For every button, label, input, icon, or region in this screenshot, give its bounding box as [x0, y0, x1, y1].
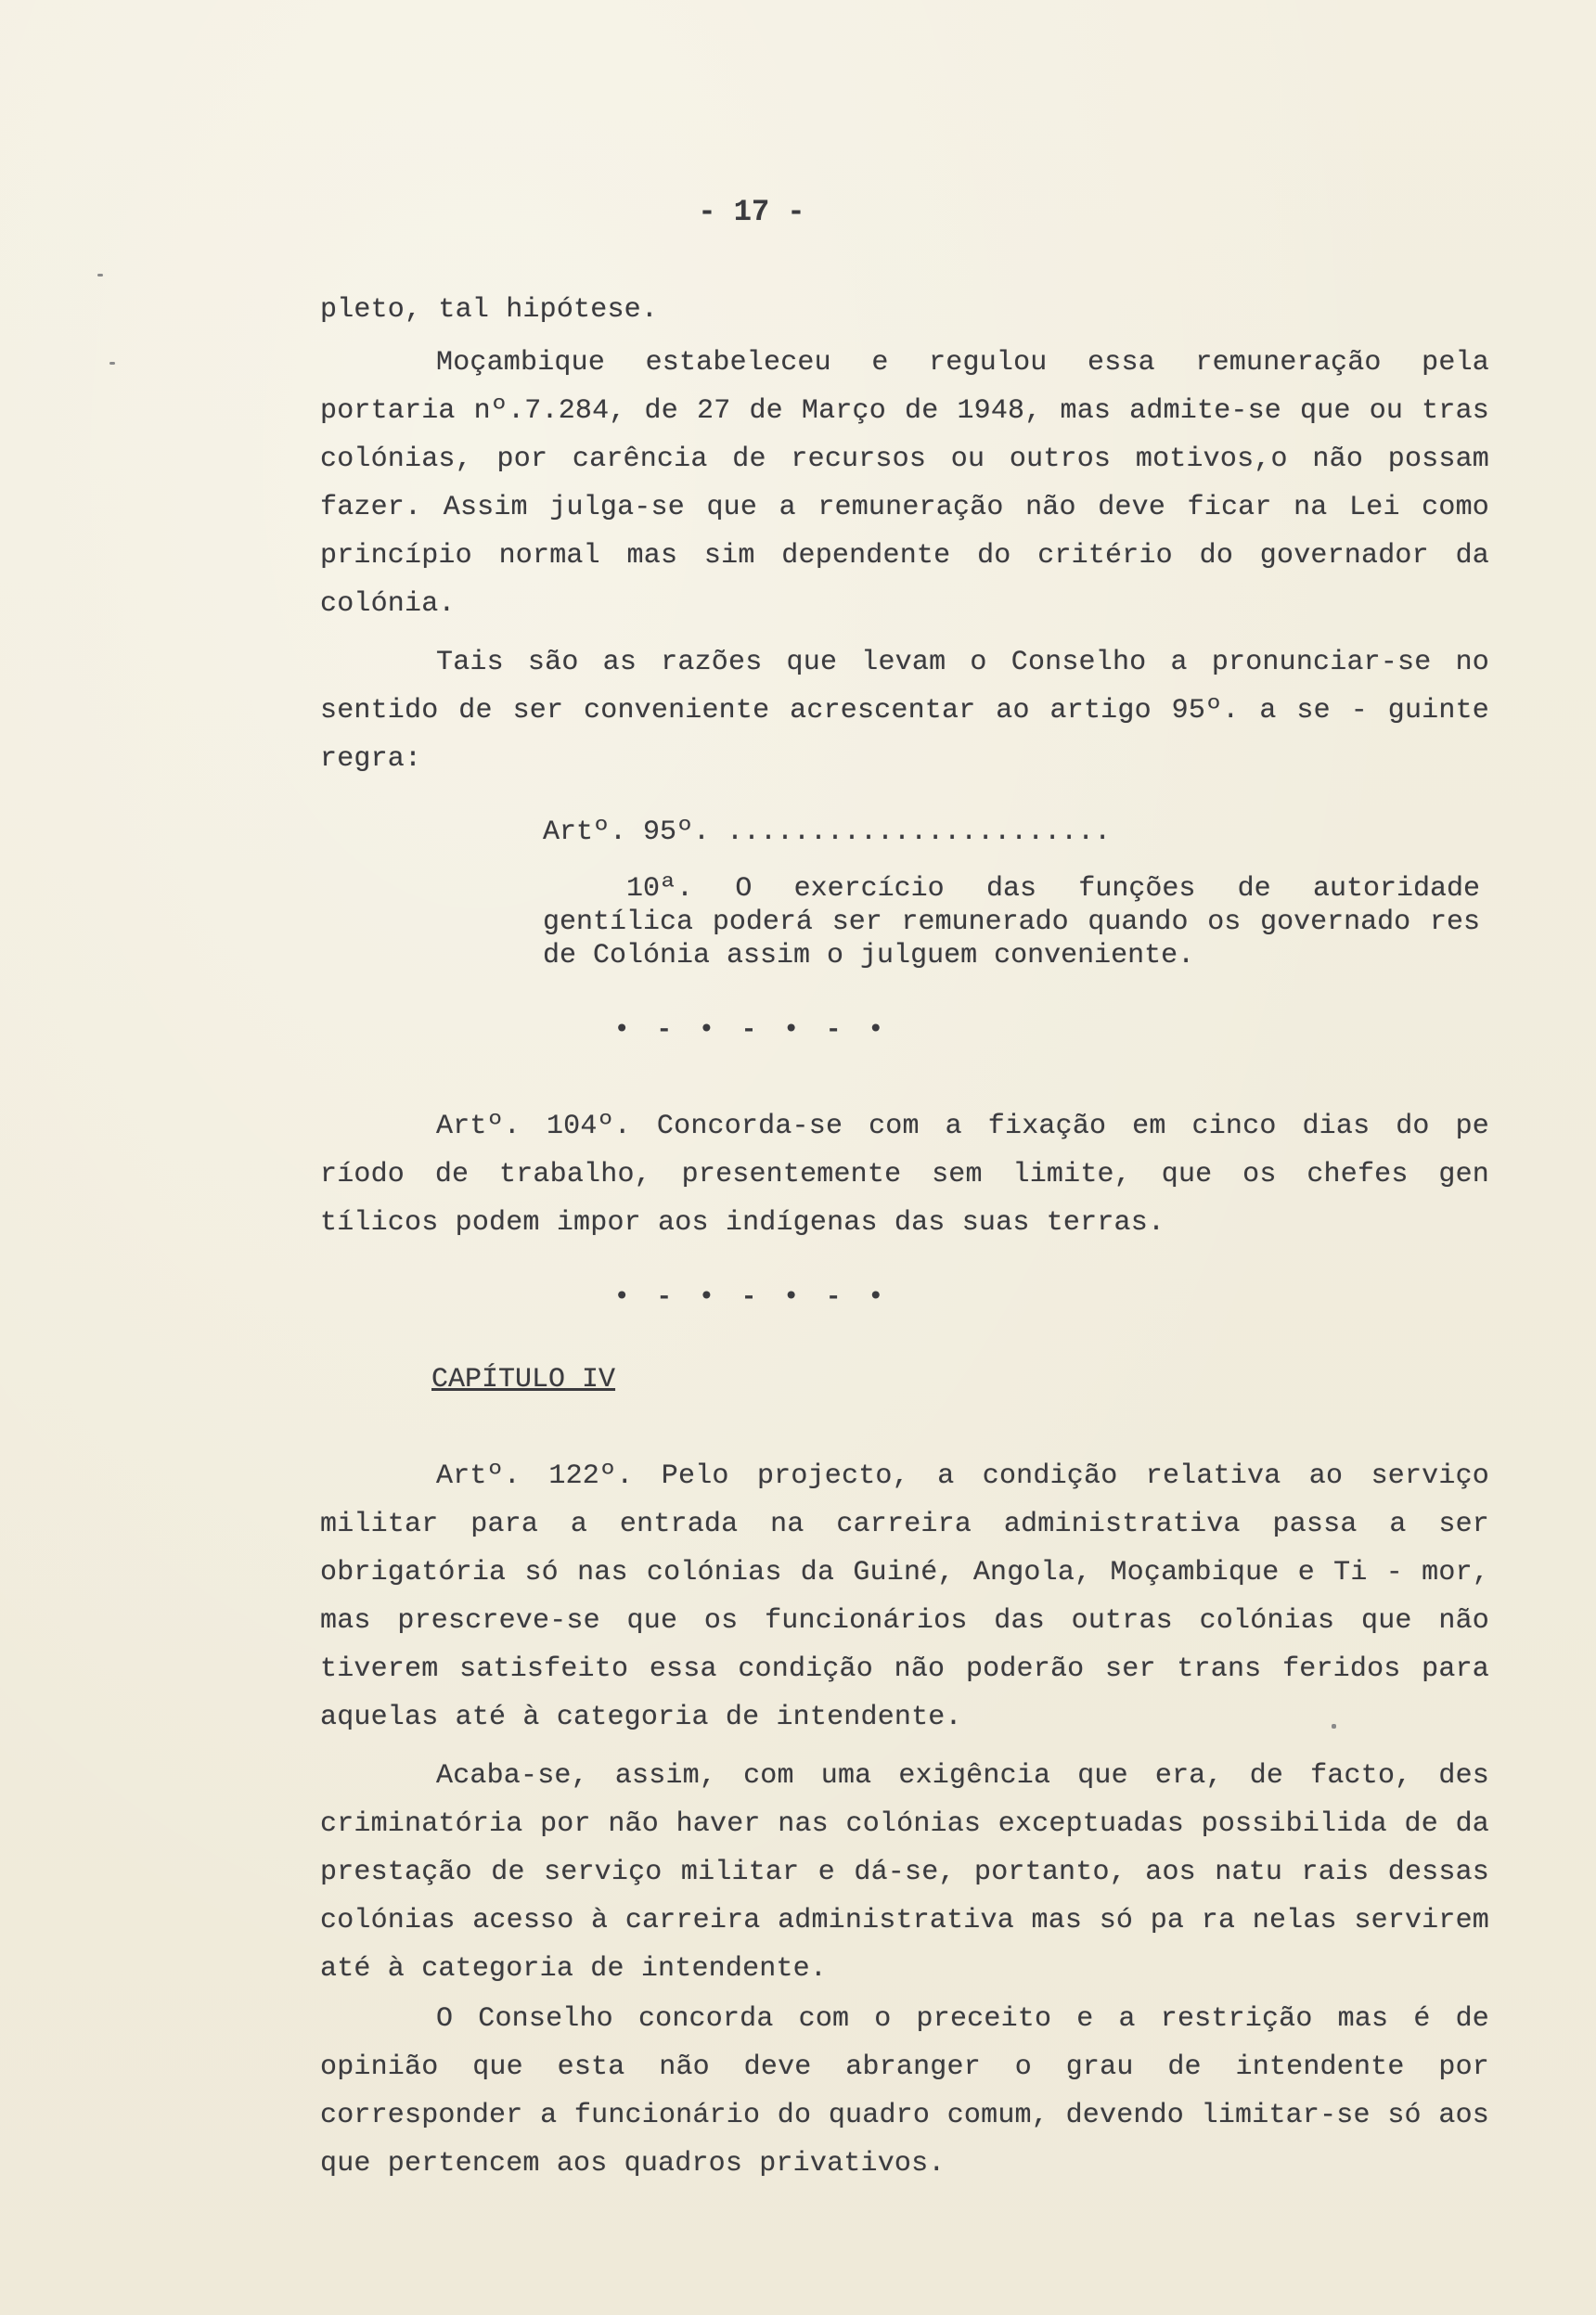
paragraph-4: Artº. 104º. Concorda-se com a fixação em cinco dias do pe ríodo de trabalho, presentemente sem limite, que os chefes gen tílicos podem impor aos indígenas das suas terras. [320, 1111, 1489, 1239]
page-number: - 17 - [698, 195, 805, 229]
quoted-article-heading: Artº. 95º. ....................... [543, 817, 1112, 848]
quoted-article-text: 10ª. O exercício das funções de autoridade gentílica poderá ser remunerado quando os governado res de Colónia assim o julguem conveniente. [543, 873, 1480, 971]
paragraph-3: Tais são as razões que levam o Conselho a pronunciar-se no sentido de ser conveniente acrescentar ao artigo 95º. a se - guinte regra: [320, 647, 1489, 775]
paper-speck [97, 274, 103, 277]
paragraph-6: Acaba-se, assim, com uma exigência que era, de facto, des criminatória por não haver nas colónias exceptuadas possibilida de da prestação de serviço militar e dá-se, portanto, aos natu rais dessas colónias acesso à carreira administrativa mas só pa ra nelas servirem até à categoria de intendente. [320, 1760, 1489, 1985]
paper-speck [1332, 1724, 1336, 1729]
chapter-heading: CAPÍTULO IV [431, 1364, 616, 1395]
section-separator-1: • - • - • - • [613, 1016, 890, 1045]
paragraph-2: Moçambique estabeleceu e regulou essa remuneração pela portaria nº.7.284, de 27 de Março de 1948, mas admite-se que ou tras colónias, por carência de recursos ou outros motivos,o não possam fazer. Assim julga-se que a remuneração não deve ficar na Lei como princípio normal mas sim dependente do critério do governador da colónia. [320, 347, 1489, 620]
paragraph-5: Artº. 122º. Pelo projecto, a condição relativa ao serviço militar para a entrada na carreira administrativa passa a ser obrigatória só nas colónias da Guiné, Angola, Moçambique e Ti - mor, mas prescreve-se que os funcionários das outras colónias que não tiverem satisfeito essa condição não poderão ser trans feridos para aquelas até à categoria de intendente. [320, 1460, 1489, 1733]
paper-speck [109, 362, 115, 365]
paragraph-7: O Conselho concorda com o preceito e a restrição mas é de opinião que esta não deve abranger o grau de intendente por corresponder a funcionário do quadro comum, devendo limitar-se só aos que pertencem aos quadros privativos. [320, 2003, 1489, 2180]
paragraph-1: pleto, tal hipótese. [320, 294, 659, 326]
section-separator-2: • - • - • - • [613, 1283, 890, 1312]
